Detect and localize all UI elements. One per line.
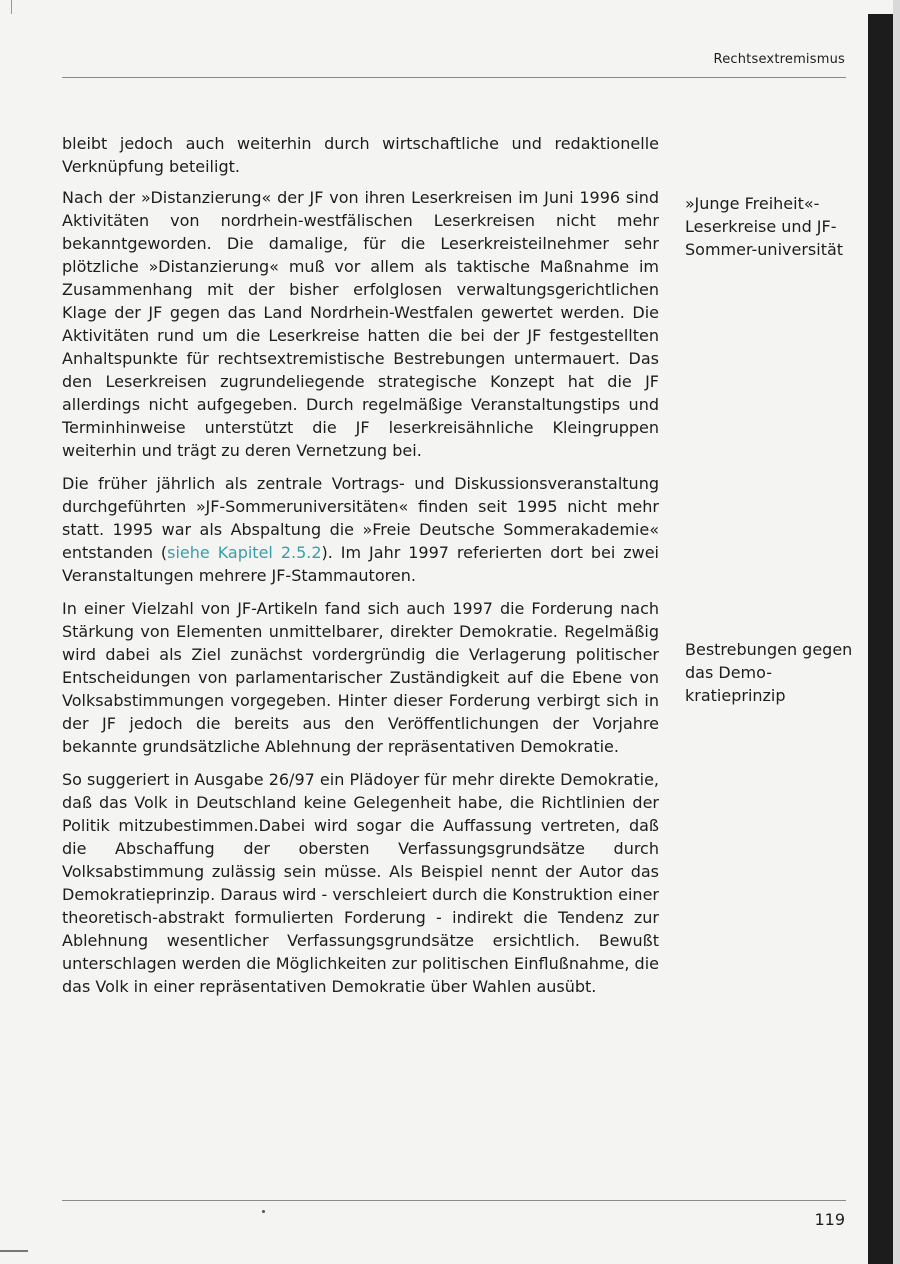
scan-mark bbox=[11, 0, 12, 14]
page-number: 119 bbox=[814, 1210, 845, 1229]
margin-note-demokratieprinzip: Bestrebungen gegen das Demo-kratieprinzip bbox=[685, 640, 853, 705]
paragraph-5: So suggeriert in Ausgabe 26/97 ein Plädoyer für mehr direkte Demokratie, daß das Volk in Deutschland keine Gelegenheit habe, die Richtlinien der Politik mitzubestimmen.Dabei wird sogar die Auffassung vertreten, daß die Abschaffung der obersten Verfassungsgrundsätze durch Volksabstimmung zulässig sein müsse. Als Beispiel nennt der Autor das Demokratieprinzip. Daraus wird - verschleiert durch die Konstruktion einer theoretisch-abstrakt formulierten Forderung - indirekt die Tendenz zur Ablehnung wesentlicher Verfassungsgrundsätze ersichtlich. Bewußt unterschlagen werden die Möglichkeiten zur politischen Einflußnahme, die das Volk in einer repräsentativen Demokratie über Wahlen ausübt. bbox=[62, 770, 659, 996]
paragraph-3-text-start: Die früher jährlich als zentrale Vortrags- und Diskussionsveranstaltung durchgeführten »JF-Sommeruniversitäten« finden seit 1995 nicht mehr statt. 1995 war als Abspaltung die »Freie Deutsche Sommerakademie« entstanden ( bbox=[62, 474, 659, 562]
running-header: Rechtsextremismus bbox=[713, 52, 845, 67]
scan-corner-mark bbox=[0, 1250, 28, 1252]
paragraph-1: bleibt jedoch auch weiterhin durch wirtschaftliche und redaktionelle Verknüpfung beteiligt. bbox=[62, 134, 659, 176]
paragraph-4: In einer Vielzahl von JF-Artikeln fand sich auch 1997 die Forderung nach Stärkung von Elementen unmittelbarer, direkter Demokratie. Regelmäßig wird dabei als Ziel zunächst vordergründig die Verlagerung politischer Entscheidungen von parlamentarischer Zuständigkeit auf die Ebene von Volksabstimmungen vorgegeben. Hinter dieser Forderung verbirgt sich in der JF jedoch die bereits aus den Veröffentlichungen der Vorjahre bekannte grundsätzliche Ablehnung der repräsentativen Demokratie. bbox=[62, 599, 659, 756]
footer-rule bbox=[62, 1200, 846, 1201]
header-rule bbox=[62, 77, 846, 78]
paragraph-2: Nach der »Distanzierung« der JF von ihren Leserkreisen im Juni 1996 sind Aktivitäten von nordrhein-westfälischen Leserkreisen nicht mehr bekanntgeworden. Die damalige, für die Leserkreisteilnehmer sehr plötzliche »Distanzierung« muß vor allem als taktische Maßnahme im Zusammenhang mit der bisher erfolglosen verwaltungsgerichtlichen Klage der JF gegen das Land Nordrhein-Westfalen gewertet werden. Die Aktivitäten rund um die Leserkreise hatten die bei der JF festgestellten Anhaltspunkte für rechtsextremistische Bestrebungen untermauert. Das den Leserkreisen zugrundeliegende strategische Konzept hat die JF allerdings nicht aufgegeben. Durch regelmäßige Veranstaltungstips und Terminhinweise unterstützt die JF leserkreisähnliche Kleingruppen weiterhin und trägt zu deren Vernetzung bei. bbox=[62, 188, 659, 460]
paragraph-3 bbox=[62, 472, 659, 587]
main-text-column bbox=[62, 132, 659, 1008]
margin-note-leserkreise: »Junge Freiheit«-Leserkreise und JF-Sommer-universität bbox=[685, 194, 844, 259]
paragraph-3-text-end: ). Im Jahr 1997 referierten dort bei zwei Veranstaltungen mehrere JF-Stammautoren. bbox=[62, 543, 659, 585]
page-edge-strip bbox=[893, 0, 900, 1264]
page-edge-shadow bbox=[868, 14, 893, 1264]
footer-dot bbox=[262, 1210, 265, 1213]
chapter-cross-reference-link[interactable]: siehe Kapitel 2.5.2 bbox=[167, 543, 322, 562]
